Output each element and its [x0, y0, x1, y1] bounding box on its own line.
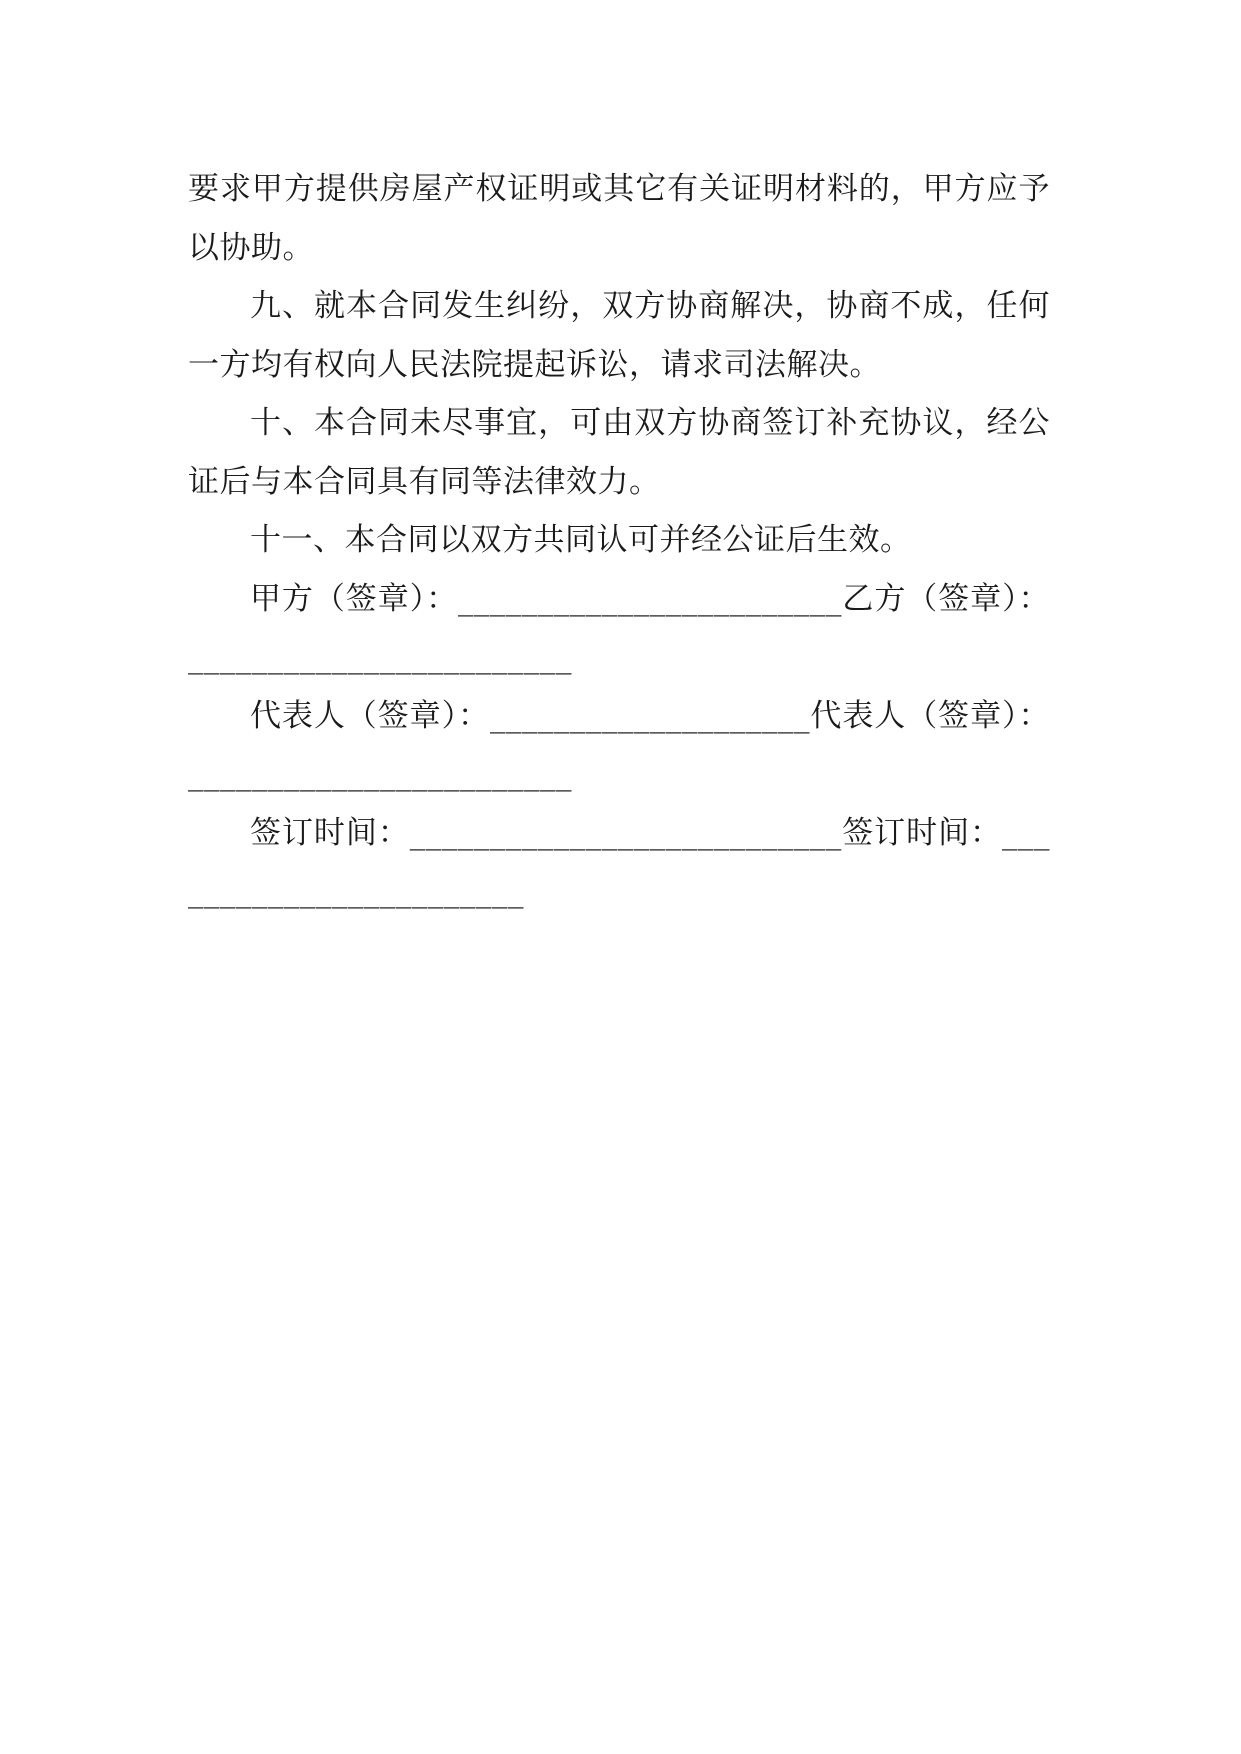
paragraph-effective-clause: 十一、本合同以双方共同认可并经公证后生效。 [250, 522, 912, 558]
signature-line-dates: 签订时间：___________________________签订时间：________________________ [188, 814, 1050, 909]
paragraph-supplement-clause: 十、本合同未尽事宜，可由双方协商签订补充协议，经公证后与本合同具有同等法律效力。 [188, 405, 1050, 500]
paragraph-cooperation-clause: 要求甲方提供房屋产权证明或其它有关证明材料的，甲方应予以协助。 [188, 171, 1050, 266]
document-body [188, 160, 1050, 921]
signature-line-representatives: 代表人（签章）：____________________代表人（签章）：________________________ [188, 697, 1050, 792]
signature-line-parties: 甲方（签章）：________________________乙方（签章）：________________________ [188, 580, 1050, 675]
paragraph-dispute-clause: 九、就本合同发生纠纷，双方协商解决，协商不成，任何一方均有权向人民法院提起诉讼，请求司法解决。 [188, 288, 1050, 383]
